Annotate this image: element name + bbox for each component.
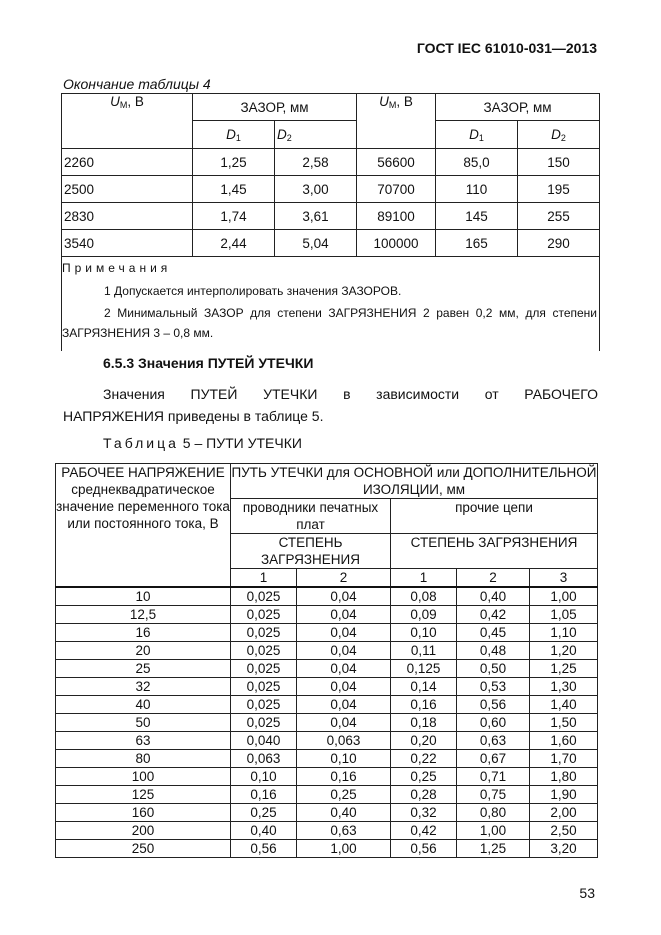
table-cell: 0,56 — [231, 840, 297, 858]
table-row — [56, 624, 598, 642]
table-row — [56, 587, 598, 606]
table-cell: 0,22 — [391, 750, 457, 768]
table-cell: 0,25 — [297, 786, 391, 804]
table-cell: 0,25 — [391, 768, 457, 786]
table-cell: 0,71 — [457, 768, 530, 786]
table-cell: 0,80 — [457, 804, 530, 822]
table-cell: 0,60 — [457, 714, 530, 732]
table-cell: 0,53 — [457, 678, 530, 696]
table-row — [56, 714, 598, 732]
table-cell: 0,67 — [457, 750, 530, 768]
note-2: 2 Минимальный ЗАЗОР для степени ЗАГРЯЗНЕНИЯ 2 равен 0,2 мм, для степени ЗАГРЯЗНЕНИЯ 3 – 0,8 мм. — [62, 306, 597, 340]
table-cell: 0,56 — [391, 840, 457, 858]
table-cell: 0,40 — [297, 804, 391, 822]
table-cell: 160 — [56, 804, 231, 822]
table-cell: 1,20 — [530, 642, 598, 660]
table-cell: 12,5 — [56, 606, 231, 624]
table-cell: 0,63 — [297, 822, 391, 840]
t4-gap-header: ЗАЗОР, мм — [193, 94, 357, 121]
table-cell: 0,08 — [391, 587, 457, 606]
table4-continuation-caption: Окончание таблицы 4 — [63, 76, 211, 92]
table-cell: 0,025 — [231, 696, 297, 714]
table-row: 2260 1,25 2,58 56600 85,0 150 — [62, 149, 600, 176]
table-cell: 0,04 — [297, 624, 391, 642]
t5-pcb-header: проводники печатных плат — [231, 499, 391, 534]
table-cell: 0,063 — [231, 750, 297, 768]
table-row — [56, 750, 598, 768]
table-cell: 0,04 — [297, 678, 391, 696]
table-cell: 2,50 — [530, 822, 598, 840]
table-cell: 0,10 — [391, 624, 457, 642]
t4-notes — [62, 257, 600, 352]
t5-other-header: прочие цепи — [391, 499, 598, 534]
table-cell: 1,00 — [457, 822, 530, 840]
table-cell: 1,90 — [530, 786, 598, 804]
table-cell: 1,60 — [530, 732, 598, 750]
t4-d1-header: $D_1$ — [193, 121, 275, 149]
section-heading: 6.5.3 Значения ПУТЕЙ УТЕЧКИ — [103, 355, 314, 371]
table-row: 2830 1,74 3,61 89100 145 255 — [62, 203, 600, 230]
table-cell: 0,45 — [457, 624, 530, 642]
table-cell: 0,09 — [391, 606, 457, 624]
table-cell: 0,10 — [297, 750, 391, 768]
t4-voltage-header: $U_M$, В — [62, 94, 193, 149]
table-row — [56, 642, 598, 660]
table-cell: 0,025 — [231, 714, 297, 732]
paragraph-line-2: НАПРЯЖЕНИЯ приведены в таблице 5. — [63, 408, 324, 424]
table-row — [56, 678, 598, 696]
table-cell: 0,48 — [457, 642, 530, 660]
t5-voltage-header: РАБОЧЕЕ НАПРЯЖЕНИЕ среднеквадратическое значение переменного тока или постоянного тока, В — [56, 464, 231, 588]
table-cell: 40 — [56, 696, 231, 714]
note-1: 1 Допускается интерполировать значения ЗАЗОРОВ. — [104, 284, 402, 298]
table-cell: 0,025 — [231, 624, 297, 642]
table-cell: 1,40 — [530, 696, 598, 714]
table-cell: 1,10 — [530, 624, 598, 642]
table-cell: 0,04 — [297, 642, 391, 660]
table-cell: 25 — [56, 660, 231, 678]
table-row — [56, 840, 598, 858]
table-row: 3540 2,44 5,04 100000 165 290 — [62, 230, 600, 257]
table-cell: 0,75 — [457, 786, 530, 804]
table-cell: 0,04 — [297, 696, 391, 714]
table-cell: 1,70 — [530, 750, 598, 768]
table-cell: 0,025 — [231, 660, 297, 678]
table-cell: 0,04 — [297, 660, 391, 678]
table-cell: 0,16 — [391, 696, 457, 714]
t5-level: 2 — [297, 569, 391, 588]
table-cell: 1,00 — [297, 840, 391, 858]
t4-d1-header-2: $D_1$ — [436, 121, 518, 149]
table-cell: 0,20 — [391, 732, 457, 750]
table-cell: 50 — [56, 714, 231, 732]
table-cell: 1,50 — [530, 714, 598, 732]
table-cell: 0,025 — [231, 642, 297, 660]
paragraph-line-1: Значения ПУТЕЙ УТЕЧКИ в зависимости от РАБОЧЕГО — [103, 386, 598, 402]
t4-voltage-header-2: $U_M$, В — [357, 94, 436, 149]
table-cell: 20 — [56, 642, 231, 660]
t5-level: 2 — [457, 569, 530, 588]
table-cell: 80 — [56, 750, 231, 768]
table-cell: 0,04 — [297, 606, 391, 624]
table-cell: 1,80 — [530, 768, 598, 786]
table-row — [56, 822, 598, 840]
table-cell: 0,42 — [391, 822, 457, 840]
table-cell: 1,25 — [530, 660, 598, 678]
t4-d2-header: $D_2$ — [275, 121, 357, 149]
table-cell: 0,56 — [457, 696, 530, 714]
table-cell: 0,25 — [231, 804, 297, 822]
table-row: 2500 1,45 3,00 70700 110 195 — [62, 176, 600, 203]
table-cell: 0,40 — [231, 822, 297, 840]
table5-caption: Таблица 5 – ПУТИ УТЕЧКИ — [103, 435, 302, 451]
table-cell: 0,025 — [231, 587, 297, 606]
table-cell: 32 — [56, 678, 231, 696]
table-cell: 0,40 — [457, 587, 530, 606]
table-cell: 1,05 — [530, 606, 598, 624]
table-cell: 0,04 — [297, 714, 391, 732]
table-cell: 0,18 — [391, 714, 457, 732]
table-row — [56, 606, 598, 624]
table-cell: 0,10 — [231, 768, 297, 786]
table-cell: 0,063 — [297, 732, 391, 750]
table-cell: 1,25 — [457, 840, 530, 858]
table-cell: 0,50 — [457, 660, 530, 678]
table-5 — [55, 463, 598, 858]
table-cell: 250 — [56, 840, 231, 858]
table-cell: 0,14 — [391, 678, 457, 696]
table-cell: 0,32 — [391, 804, 457, 822]
t4-d2-header-2: $D_2$ — [518, 121, 600, 149]
table-cell: 63 — [56, 732, 231, 750]
document-header: ГОСТ IEC 61010-031—2013 — [416, 40, 597, 56]
t5-level: 1 — [231, 569, 297, 588]
t5-degree-other: СТЕПЕНЬ ЗАГРЯЗНЕНИЯ — [391, 534, 598, 569]
table-row — [56, 696, 598, 714]
table-cell: 100 — [56, 768, 231, 786]
table-cell: 0,04 — [297, 587, 391, 606]
table-cell: 2,00 — [530, 804, 598, 822]
table-cell: 0,42 — [457, 606, 530, 624]
table-row — [56, 660, 598, 678]
table-cell: 0,125 — [391, 660, 457, 678]
table-row — [56, 786, 598, 804]
table-cell: 3,20 — [530, 840, 598, 858]
page-number: 53 — [579, 885, 595, 901]
t4-gap-header-2: ЗАЗОР, мм — [436, 94, 600, 121]
table-cell: 16 — [56, 624, 231, 642]
table-cell: 1,30 — [530, 678, 598, 696]
table-cell: 125 — [56, 786, 231, 804]
table-row — [56, 804, 598, 822]
table-cell: 200 — [56, 822, 231, 840]
t5-degree-pcb: СТЕПЕНЬ ЗАГРЯЗНЕНИЯ — [231, 534, 391, 569]
table-cell: 0,28 — [391, 786, 457, 804]
table-cell: 0,11 — [391, 642, 457, 660]
table-cell: 0,16 — [297, 768, 391, 786]
table-cell: 0,040 — [231, 732, 297, 750]
table-row — [56, 732, 598, 750]
t5-path-header: ПУТЬ УТЕЧКИ для ОСНОВНОЙ или ДОПОЛНИТЕЛЬНОЙ ИЗОЛЯЦИИ, мм — [231, 465, 597, 497]
table-cell: 0,63 — [457, 732, 530, 750]
table-cell: 0,025 — [231, 606, 297, 624]
t5-level: 1 — [391, 569, 457, 588]
table-4 — [61, 93, 600, 351]
notes-title: Примечания — [62, 261, 172, 275]
table-cell: 0,025 — [231, 678, 297, 696]
t5-level: 3 — [530, 569, 598, 588]
table-cell: 0,16 — [231, 786, 297, 804]
table-cell: 1,00 — [530, 587, 598, 606]
table-row — [56, 768, 598, 786]
table-cell: 10 — [56, 587, 231, 606]
